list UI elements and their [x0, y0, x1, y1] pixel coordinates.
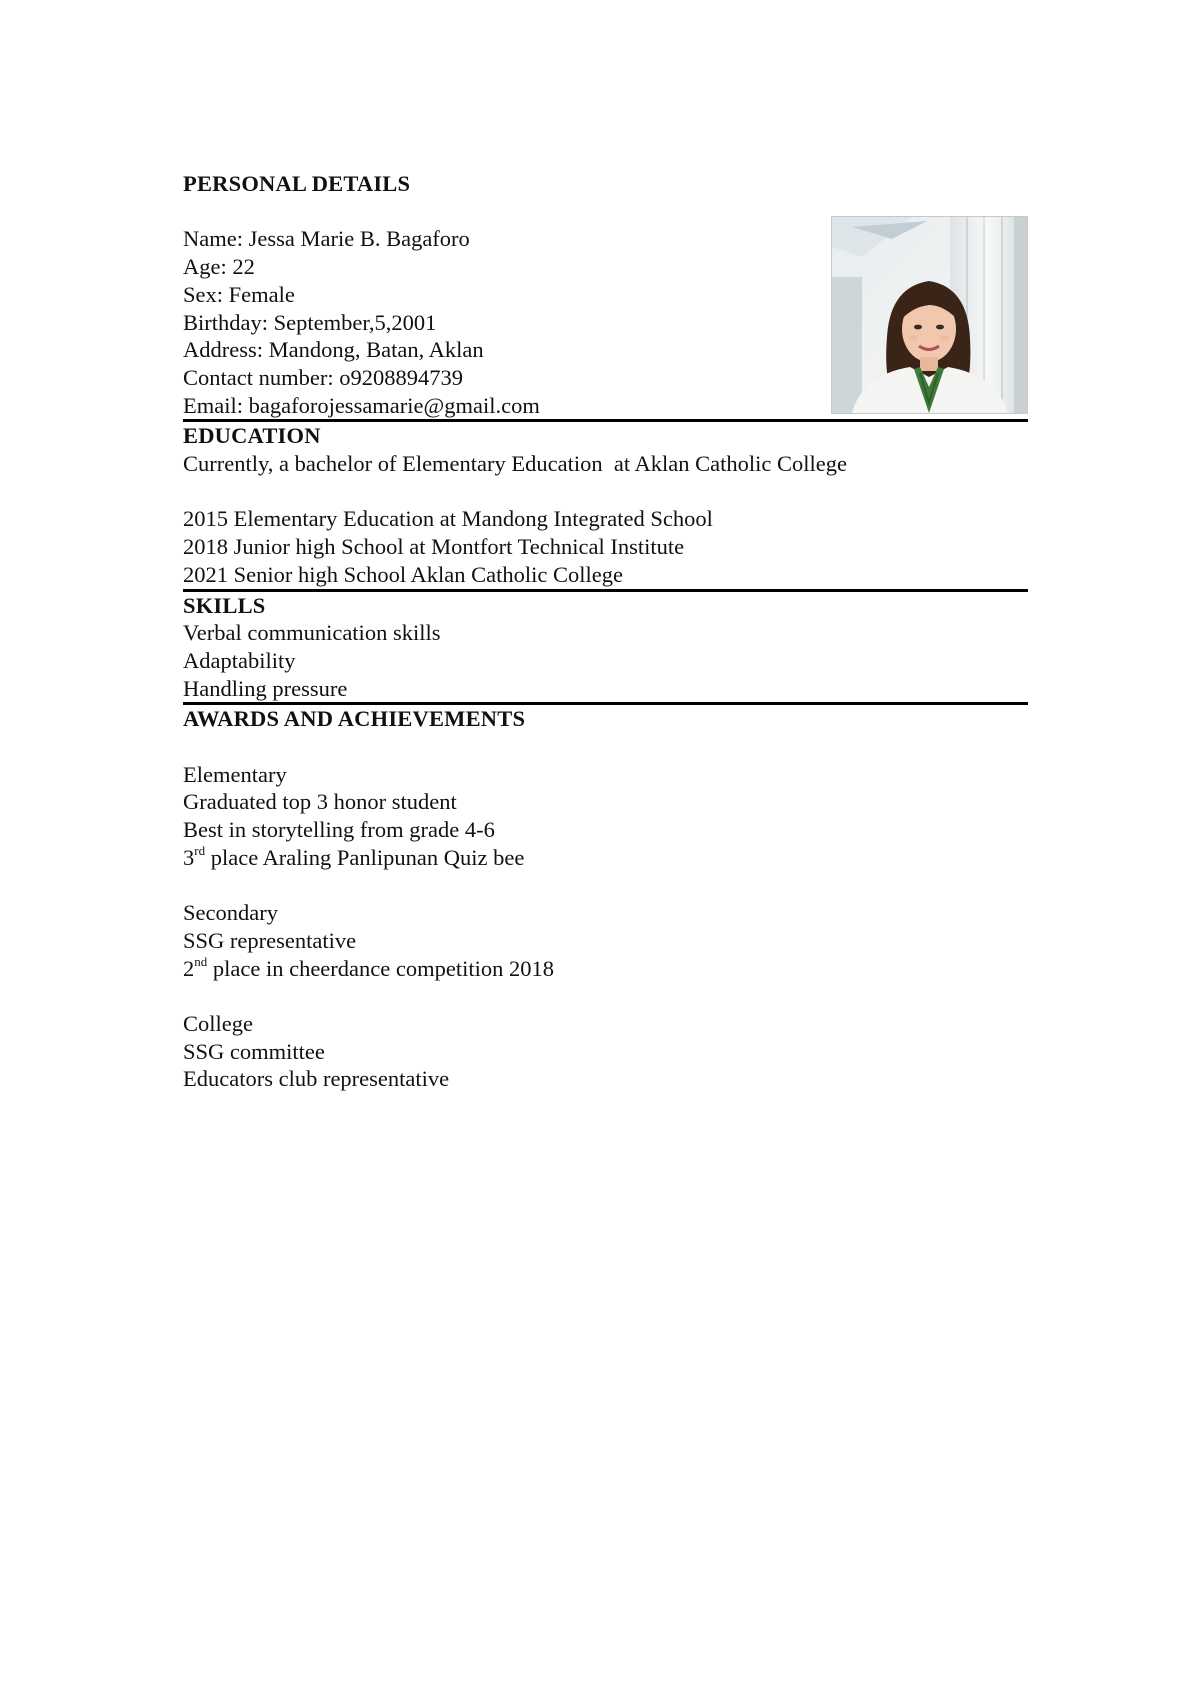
award-rank-suffix: rd — [194, 843, 206, 859]
awards-college-label: College — [183, 1011, 253, 1037]
contact-line: Contact number: o9208894739 — [183, 364, 463, 390]
birthday-line: Birthday: September,5,2001 — [183, 309, 437, 335]
sex-line: Sex: Female — [183, 281, 295, 307]
award-rank: 3 — [183, 844, 195, 870]
address-line: Address: Mandong, Batan, Aklan — [183, 337, 484, 363]
awards-section — [183, 705, 1028, 1093]
resume-page — [183, 170, 1028, 1093]
education-item: 2015 Elementary Education at Mandong Integrated School — [183, 506, 713, 532]
award-item: Graduated top 3 honor student — [183, 789, 457, 815]
skills-section — [183, 592, 1028, 703]
education-current: Currently, a bachelor of Elementary Education at Aklan Catholic College — [183, 451, 847, 477]
education-item: 2021 Senior high School Aklan Catholic College — [183, 561, 623, 587]
award-item: Best in storytelling from grade 4-6 — [183, 817, 495, 843]
award-item: SSG committee — [183, 1038, 325, 1064]
skill-item: Adaptability — [183, 647, 296, 673]
award-item — [183, 844, 1028, 872]
awards-elementary-label: Elementary — [183, 761, 287, 787]
education-heading: EDUCATION — [183, 423, 321, 449]
award-rank: 2 — [183, 955, 195, 981]
award-text: place in cheerdance competition 2018 — [207, 955, 554, 981]
award-item — [183, 955, 1028, 983]
personal-details-section — [183, 170, 1028, 419]
award-rank-suffix: nd — [194, 954, 208, 970]
award-item: SSG representative — [183, 927, 357, 953]
profile-photo — [831, 216, 1028, 414]
award-text: place Araling Panlipunan Quiz bee — [205, 844, 525, 870]
email-line: Email: bagaforojessamarie@gmail.com — [183, 392, 540, 418]
education-section — [183, 422, 1028, 588]
skill-item: Verbal communication skills — [183, 620, 441, 646]
age-line: Age: 22 — [183, 254, 255, 280]
personal-details-heading: PERSONAL DETAILS — [183, 171, 411, 196]
awards-secondary-label: Secondary — [183, 900, 278, 926]
award-item: Educators club representative — [183, 1066, 450, 1092]
education-item: 2018 Junior high School at Montfort Technical Institute — [183, 534, 685, 560]
awards-heading: AWARDS AND ACHIEVEMENTS — [183, 706, 526, 732]
name-line: Name: Jessa Marie B. Bagaforo — [183, 226, 470, 252]
skill-item: Handling pressure — [183, 675, 348, 701]
skills-heading: SKILLS — [183, 592, 266, 618]
